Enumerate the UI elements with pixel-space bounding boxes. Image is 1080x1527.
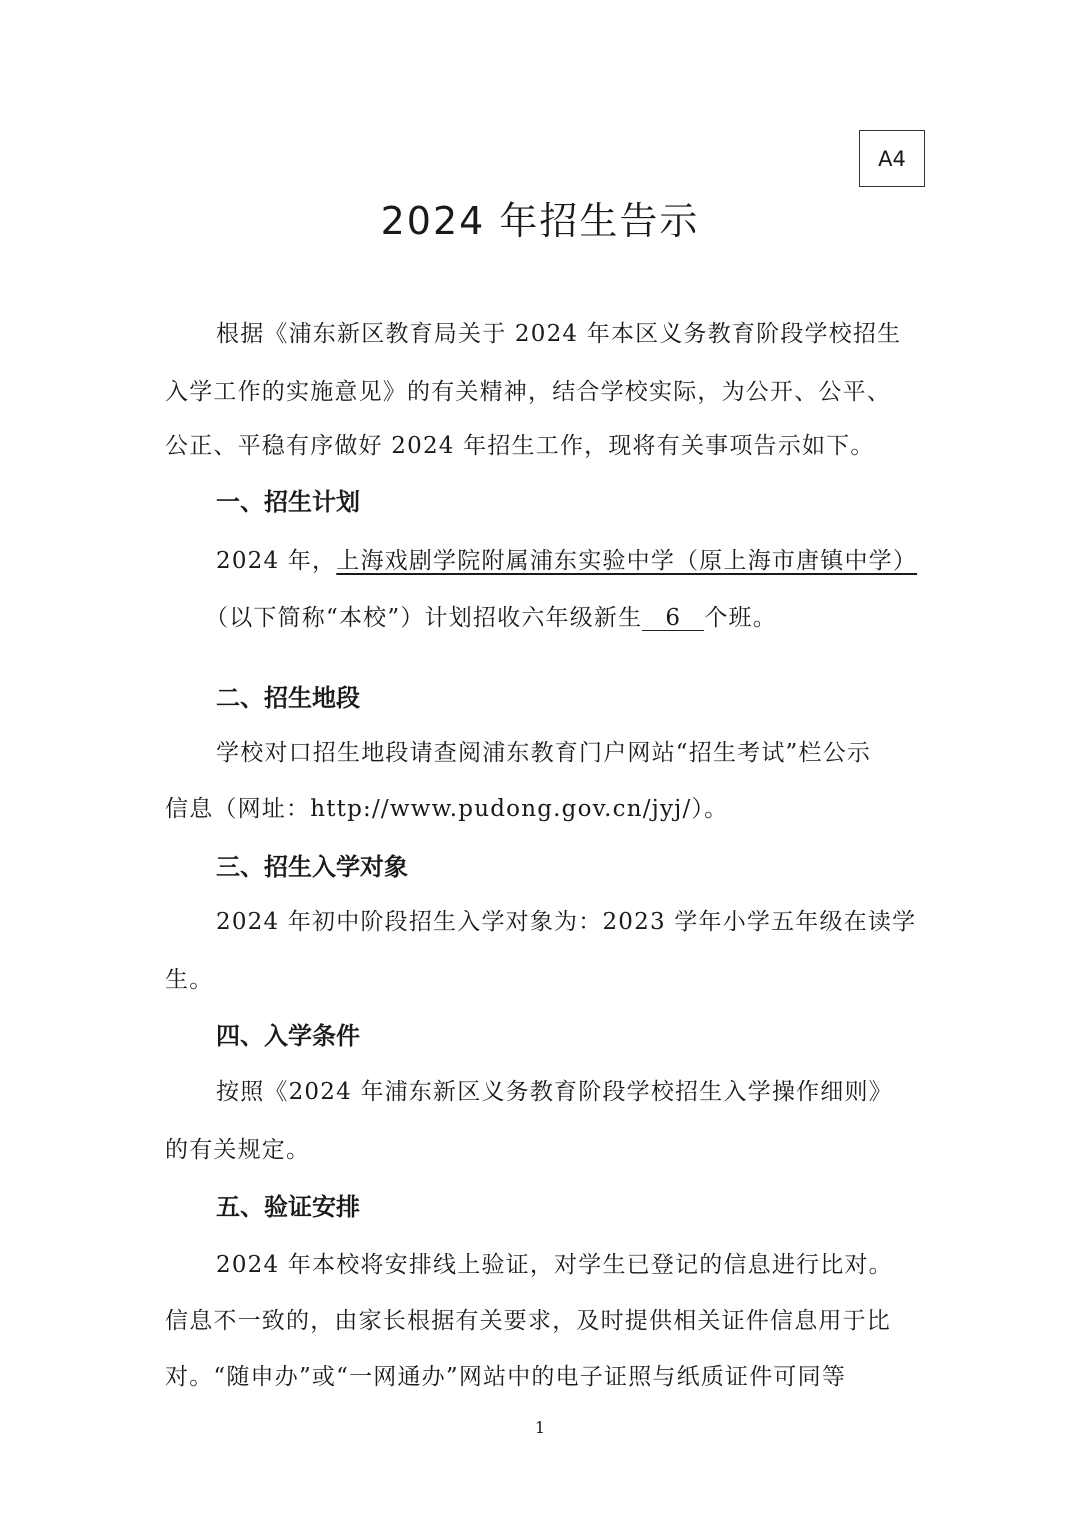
section-1-line-1 — [216, 545, 917, 577]
section-1-prefix: 2024 年， — [216, 548, 337, 574]
section-1-heading: 一、招生计划 — [216, 488, 360, 516]
section-2-line-1: 学校对口招生地段请查阅浦东教育门户网站“招生考试”栏公示 — [216, 740, 872, 766]
page-number: 1 — [534, 1418, 546, 1437]
section-1-line-2 — [205, 602, 777, 634]
section-3-line-2: 生。 — [165, 967, 214, 993]
section-4-line-1: 按照《2024 年浦东新区义务教育阶段学校招生入学操作细则》 — [216, 1079, 893, 1105]
section-5-line-1: 2024 年本校将安排线上验证，对学生已登记的信息进行比对。 — [216, 1252, 893, 1278]
section-4-line-2: 的有关规定。 — [165, 1137, 311, 1163]
school-name: 上海戏剧学院附属浦东实验中学（原上海市唐镇中学） — [336, 548, 918, 574]
intro-line-1: 根据《浦东新区教育局关于 2024 年本区义务教育阶段学校招生 — [216, 321, 902, 347]
section-5-line-3: 对。“随申办”或“一网通办”网站中的电子证照与纸质证件可同等 — [165, 1364, 847, 1390]
intro-line-3: 公正、平稳有序做好 2024 年招生工作，现将有关事项告示如下。 — [165, 433, 875, 459]
section-5-heading: 五、验证安排 — [216, 1193, 360, 1221]
section-1-line-2-prefix: （以下简称“本校”）计划招收六年级新生 — [205, 605, 643, 631]
section-1-line-2-suffix: 个班。 — [704, 605, 777, 631]
section-2-line-2: 信息（网址：http://www.pudong.gov.cn/jyj/）。 — [165, 796, 729, 822]
section-5-line-2: 信息不一致的，由家长根据有关要求，及时提供相关证件信息用于比 — [165, 1308, 891, 1334]
section-3-heading: 三、招生入学对象 — [216, 853, 408, 881]
page-title: 2024 年招生告示 — [380, 199, 700, 243]
section-2-heading: 二、招生地段 — [216, 684, 360, 712]
class-count: 6 — [642, 606, 704, 631]
intro-line-2: 入学工作的实施意见》的有关精神，结合学校实际，为公开、公平、 — [165, 379, 891, 405]
paper-size-tag: A4 — [859, 130, 925, 187]
section-3-line-1: 2024 年初中阶段招生入学对象为：2023 学年小学五年级在读学 — [216, 909, 917, 935]
section-4-heading: 四、入学条件 — [216, 1022, 360, 1050]
